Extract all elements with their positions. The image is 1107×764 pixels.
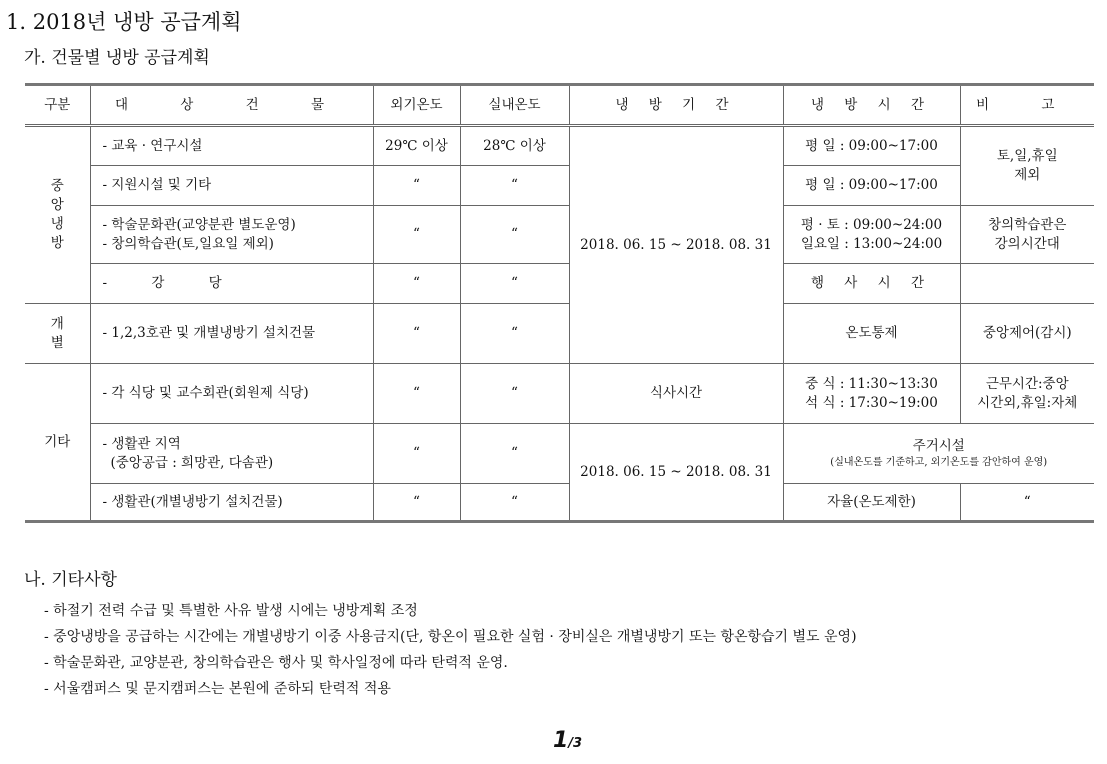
outdoor-temp-cell: “ [373,364,460,424]
section-title-building-plan: 가. 건물별 냉방 공급계획 [24,48,210,68]
header-building: 대 상 건 물 [90,85,373,126]
residence-hours-cell: 주거시설 (실내온도를 기준하고, 외기온도를 감안하여 운영) [783,424,1094,484]
indoor-temp-cell: “ [460,424,569,484]
cooling-plan-table [25,83,1094,523]
list-item: - 학술문화관, 교양분관, 창의학습관은 행사 및 학사일정에 따라 탄력적 운영. [44,655,508,671]
indoor-temp-cell: 28℃ 이상 [460,126,569,166]
header-indoor-temp: 실내온도 [460,85,569,126]
outdoor-temp-cell: “ [373,304,460,364]
hours-cell: 중 식 : 11:30~13:30 석 식 : 17:30~19:00 [783,364,960,424]
building-cell: - 교육 · 연구시설 [90,126,373,166]
remark-cell: 근무시간:중앙 시간외,휴일:자체 [960,364,1094,424]
section-title-other: 나. 기타사항 [24,570,117,590]
building-cell: - 생활관 지역 (중앙공급 : 희망관, 다솜관) [90,424,373,484]
building-cell: - 1,2,3호관 및 개별냉방기 설치건물 [90,304,373,364]
table-row [25,166,1094,206]
period-cell: 식사시간 [569,364,783,424]
indoor-temp-cell: “ [460,166,569,206]
table-header-row [25,85,1094,126]
header-remarks: 비 고 [960,85,1094,126]
hours-cell: 온도통제 [783,304,960,364]
remark-cell: 창의학습관은 강의시간대 [960,206,1094,264]
remark-cell: “ [960,484,1094,522]
building-cell: - 학술문화관(교양분관 별도운영) - 창의학습관(토,일요일 제외) [90,206,373,264]
table-row [25,206,1094,264]
other-period-cell: 2018. 06. 15 ~ 2018. 08. 31 [569,424,783,522]
building-cell: - 지원시설 및 기타 [90,166,373,206]
list-item: - 중앙냉방을 공급하는 시간에는 개별냉방기 이중 사용금지(단, 항온이 필요한 실험 · 장비실은 개별냉방기 또는 항온항습기 별도 운영) [44,629,857,645]
building-cell: - 강 당 [90,264,373,304]
remark-cell: 중앙제어(감시) [960,304,1094,364]
hours-cell: 자율(온도제한) [783,484,960,522]
table-row [25,424,1094,484]
hours-cell: 평 일 : 09:00~17:00 [783,126,960,166]
indoor-temp-cell: “ [460,304,569,364]
header-outdoor-temp: 외기온도 [373,85,460,126]
total-pages: /3 [568,736,583,751]
hours-cell: 평 일 : 09:00~17:00 [783,166,960,206]
category-central: 중 앙 냉 방 [25,126,90,304]
category-individual: 개 별 [25,304,90,364]
header-category: 구분 [25,85,90,126]
header-period: 냉 방 기 간 [569,85,783,126]
indoor-temp-cell: “ [460,364,569,424]
hours-cell: 행 사 시 간 [783,264,960,304]
outdoor-temp-cell: “ [373,264,460,304]
hours-cell: 평 · 토 : 09:00~24:00 일요일 : 13:00~24:00 [783,206,960,264]
table-row [25,264,1094,304]
outdoor-temp-cell: “ [373,166,460,206]
outdoor-temp-cell: “ [373,206,460,264]
table-row [25,364,1094,424]
central-period-cell: 2018. 06. 15 ~ 2018. 08. 31 [569,126,783,364]
remark-cell: 토,일,휴일 제외 [960,126,1094,206]
category-other: 기타 [25,364,90,522]
outdoor-temp-cell: “ [373,424,460,484]
page-number [553,728,582,753]
building-cell: - 각 식당 및 교수회관(회원제 식당) [90,364,373,424]
outdoor-temp-cell: 29℃ 이상 [373,126,460,166]
remark-cell [960,264,1094,304]
header-hours: 냉 방 시 간 [783,85,960,126]
indoor-temp-cell: “ [460,264,569,304]
indoor-temp-cell: “ [460,484,569,522]
table-row [25,126,1094,166]
list-item: - 서울캠퍼스 및 문지캠퍼스는 본원에 준하되 탄력적 적용 [44,681,391,697]
table-row [25,484,1094,522]
page-heading: 1. 2018년 냉방 공급계획 [6,10,242,34]
list-item: - 하절기 전력 수급 및 특별한 사유 발생 시에는 냉방계획 조정 [44,603,418,619]
indoor-temp-cell: “ [460,206,569,264]
other-notes-list [44,598,857,702]
building-cell: - 생활관(개별냉방기 설치건물) [90,484,373,522]
current-page: 1 [553,728,569,753]
outdoor-temp-cell: “ [373,484,460,522]
table-row [25,304,1094,364]
